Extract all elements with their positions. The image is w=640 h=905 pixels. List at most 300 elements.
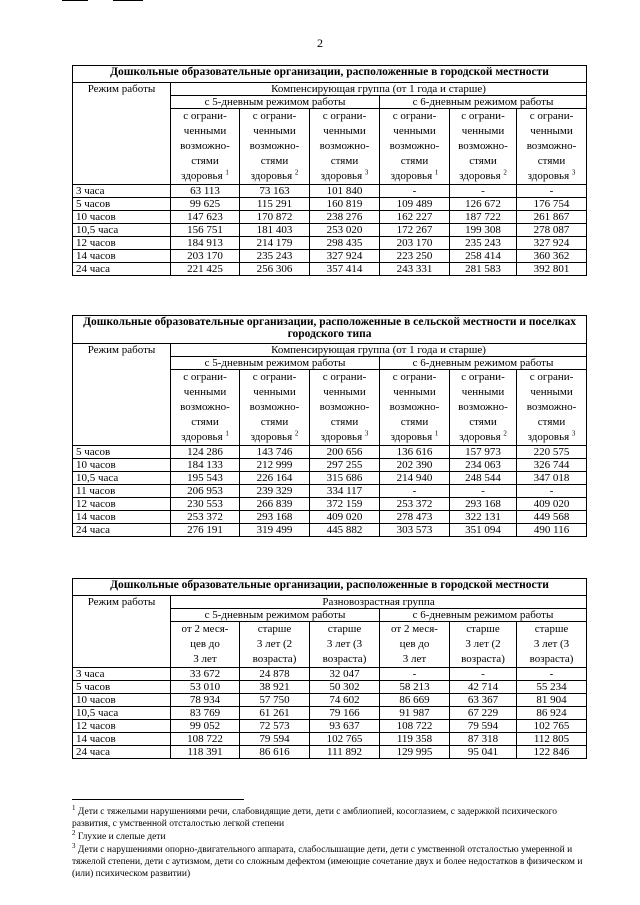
subheader-line: 3 лет [402, 653, 427, 665]
subgroup-header: с 6-дневным режимом работы [380, 609, 587, 622]
group-header: Компенсирующая группа (от 1 года и старше) [171, 344, 587, 357]
footnote-ref: 2 [503, 168, 507, 177]
table-title: Дошкольные образовательные организации, расположенные в сельской местности и поселках городского типа [73, 316, 587, 344]
top-edge-mark [113, 0, 143, 1]
table-row [73, 250, 587, 263]
subheader-line: ченными [183, 125, 227, 137]
subheader-line: возможно- [249, 401, 300, 413]
cell-value: 74 602 [310, 694, 380, 707]
cell-value: 199 308 [450, 224, 517, 237]
cell-value: - [380, 485, 450, 498]
subheader-line: стями [260, 416, 289, 428]
cell-value: 253 020 [310, 224, 380, 237]
cell-value: 372 159 [310, 498, 380, 511]
cell-value: 33 672 [171, 668, 240, 681]
cell-value: 162 227 [380, 211, 450, 224]
footnote [72, 803, 592, 830]
subheader-line: возможно- [389, 140, 440, 152]
table-row [73, 198, 587, 211]
subheader-line: с ограни- [529, 110, 574, 122]
footnote-ref: 3 [364, 429, 369, 438]
column-subheader [517, 109, 587, 185]
row-label: 14 часов [73, 733, 171, 746]
row-label: 11 часов [73, 485, 171, 498]
subheader-line: здоровья [459, 431, 501, 443]
footnote-mark: 2 [72, 828, 76, 837]
cell-value: 79 594 [240, 733, 310, 746]
cell-value: - [450, 485, 517, 498]
cell-value: 73 163 [240, 185, 310, 198]
subheader-line: 3 лет (2 [465, 638, 501, 650]
group-header: Компенсирующая группа (от 1 года и старше) [171, 83, 587, 96]
cell-value: 409 020 [310, 511, 380, 524]
subheader-line: ченными [461, 125, 505, 137]
footnote-mark: 1 [72, 803, 76, 812]
cell-value: 409 020 [517, 498, 587, 511]
cell-value: 67 229 [450, 707, 517, 720]
row-label: 10,5 часа [73, 472, 171, 485]
cell-value: 392 801 [517, 263, 587, 276]
cell-value: 42 714 [450, 681, 517, 694]
cell-value: 238 276 [310, 211, 380, 224]
row-label: 5 часов [73, 446, 171, 459]
cell-value: 50 302 [310, 681, 380, 694]
cell-value: 86 669 [380, 694, 450, 707]
subheader-line: возможно- [249, 140, 300, 152]
cell-value: 79 594 [450, 720, 517, 733]
cell-value: 248 544 [450, 472, 517, 485]
cell-value: 243 331 [380, 263, 450, 276]
subheader-line: с ограни- [322, 110, 367, 122]
table-row [73, 224, 587, 237]
subheader-line: возможно- [180, 401, 230, 413]
cell-value: - [517, 668, 587, 681]
cell-value: 202 390 [380, 459, 450, 472]
cell-value: 156 751 [171, 224, 240, 237]
cell-value: 327 924 [310, 250, 380, 263]
subheader-line: возможно- [458, 401, 508, 413]
row-label: 24 часа [73, 524, 171, 537]
cell-value: 172 267 [380, 224, 450, 237]
subheader-line: старше [257, 623, 292, 635]
cell-value: 449 568 [517, 511, 587, 524]
cell-value: 95 041 [450, 746, 517, 759]
subheader-line: ченными [323, 125, 366, 137]
subheader-line: с ограни- [392, 371, 437, 383]
cell-value: 136 616 [380, 446, 450, 459]
column-subheader [450, 622, 517, 668]
cell-value: 278 087 [517, 224, 587, 237]
subheader-line: стями [400, 416, 429, 428]
subheader-line: с ограни- [183, 371, 227, 383]
subheader-line: с ограни- [252, 110, 297, 122]
cell-value: 234 063 [450, 459, 517, 472]
cell-value: 58 213 [380, 681, 450, 694]
table-row [73, 185, 587, 198]
column-subheader [450, 109, 517, 185]
table-row [73, 524, 587, 537]
column-subheader [310, 370, 380, 446]
cell-value: 360 362 [517, 250, 587, 263]
column-subheader [240, 622, 310, 668]
subheader-line: возраста) [529, 653, 574, 665]
column-subheader [240, 109, 310, 185]
cell-value: 38 921 [240, 681, 310, 694]
cell-value: 181 403 [240, 224, 310, 237]
cell-value: 32 047 [310, 668, 380, 681]
subheader-line: стями [191, 155, 219, 167]
footnote-ref: 2 [503, 429, 507, 438]
subgroup-header: с 6-дневным режимом работы [380, 357, 587, 370]
cell-value: 108 722 [171, 733, 240, 746]
table-row [73, 511, 587, 524]
row-label: 14 часов [73, 250, 171, 263]
subheader-line: здоровья [250, 170, 293, 182]
col-header-mode: Режим работы [73, 596, 171, 668]
subheader-line: ченными [530, 125, 573, 137]
row-label: 10 часов [73, 211, 171, 224]
table-urban-compensating [72, 65, 587, 276]
subheader-line: возможно- [389, 401, 440, 413]
cell-value: - [380, 185, 450, 198]
footnote-separator [72, 799, 244, 800]
cell-value: 327 924 [517, 237, 587, 250]
cell-value: 334 117 [310, 485, 380, 498]
table-row [73, 681, 587, 694]
table-row [73, 485, 587, 498]
column-subheader [171, 370, 240, 446]
subheader-line: здоровья [390, 431, 433, 443]
subheader-line: здоровья [320, 170, 363, 182]
column-subheader [380, 370, 450, 446]
footnote-text: Дети с нарушениями опорно-двигательного аппарата, слабослышащие дети, дети с умственной отсталостью умеренной и тяжелой степени, дети с аутизмом, дети со сложным дефектом (имеющие сочетание двух и более недостатков в физическом и (или) психическом развитии) [72, 845, 583, 879]
table-row [73, 263, 587, 276]
cell-value: 124 286 [171, 446, 240, 459]
table-urban-mixed-age [72, 578, 587, 759]
subheader-line: с ограни- [461, 371, 505, 383]
subheader-line: ченными [393, 386, 436, 398]
cell-value: 258 414 [450, 250, 517, 263]
cell-value: 298 435 [310, 237, 380, 250]
cell-value: 93 637 [310, 720, 380, 733]
cell-value: 129 995 [380, 746, 450, 759]
cell-value: 57 750 [240, 694, 310, 707]
row-label: 12 часов [73, 237, 171, 250]
subheader-line: ченными [253, 386, 296, 398]
group-header: Разновозрастная группа [171, 596, 587, 609]
subheader-line: с ограни- [392, 110, 437, 122]
cell-value: 278 473 [380, 511, 450, 524]
cell-value: 315 686 [310, 472, 380, 485]
row-label: 3 часа [73, 185, 171, 198]
footnote-ref: 3 [571, 429, 576, 438]
cell-value: 230 553 [171, 498, 240, 511]
row-label: 3 часа [73, 668, 171, 681]
subheader-line: здоровья [320, 431, 363, 443]
cell-value: 212 999 [240, 459, 310, 472]
cell-value: 160 819 [310, 198, 380, 211]
cell-value: 102 765 [310, 733, 380, 746]
column-subheader [380, 109, 450, 185]
table-row [73, 498, 587, 511]
footnote-ref: 3 [364, 168, 369, 177]
table-title: Дошкольные образовательные организации, расположенные в городской местности [73, 579, 587, 596]
table-rural-compensating [72, 315, 587, 537]
column-subheader [171, 109, 240, 185]
cell-value: 111 892 [310, 746, 380, 759]
cell-value: 357 414 [310, 263, 380, 276]
subheader-line: 3 лет [193, 653, 217, 665]
cell-value: 203 170 [380, 237, 450, 250]
cell-value: 112 805 [517, 733, 587, 746]
cell-value: 200 656 [310, 446, 380, 459]
row-label: 5 часов [73, 198, 171, 211]
footnote-text: Дети с тяжелыми нарушениями речи, слабовидящие дети, дети с амблиопией, косоглазием, с задержкой психического развития, с умственной отсталостью легкой степени [72, 807, 558, 829]
subheader-line: возможно- [526, 401, 577, 413]
subheader-line: старше [534, 623, 569, 635]
table-title: Дошкольные образовательные организации, расположенные в городской местности [73, 66, 587, 83]
cell-value: 118 391 [171, 746, 240, 759]
table-row [73, 707, 587, 720]
cell-value: 109 489 [380, 198, 450, 211]
cell-value: 319 499 [240, 524, 310, 537]
cell-value: 276 191 [171, 524, 240, 537]
cell-value: 63 367 [450, 694, 517, 707]
subheader-line: стями [537, 155, 566, 167]
cell-value: 351 094 [450, 524, 517, 537]
table-row [73, 211, 587, 224]
column-subheader [310, 109, 380, 185]
subheader-line: стями [537, 416, 566, 428]
cell-value: 223 250 [380, 250, 450, 263]
cell-value: 303 573 [380, 524, 450, 537]
column-subheader [240, 370, 310, 446]
subheader-line: ченными [393, 125, 436, 137]
cell-value: - [517, 185, 587, 198]
subheader-line: старше [327, 623, 362, 635]
column-subheader [380, 622, 450, 668]
footnote-ref: 1 [434, 429, 439, 438]
cell-value: 256 306 [240, 263, 310, 276]
cell-value: 24 878 [240, 668, 310, 681]
footnote-text: Глухие и слепые дети [77, 832, 166, 842]
cell-value: 490 116 [517, 524, 587, 537]
cell-value: 115 291 [240, 198, 310, 211]
table-row [73, 459, 587, 472]
table-row [73, 733, 587, 746]
cell-value: - [380, 668, 450, 681]
subheader-line: ченными [183, 386, 227, 398]
cell-value: 147 623 [171, 211, 240, 224]
cell-value: 86 924 [517, 707, 587, 720]
footnote-ref: 1 [225, 429, 229, 438]
cell-value: 235 243 [450, 237, 517, 250]
subheader-line: от 2 меся- [391, 623, 438, 635]
cell-value: 214 940 [380, 472, 450, 485]
subheader-line: цев до [399, 638, 430, 650]
subheader-line: возможно- [180, 140, 230, 152]
footnote-ref: 2 [294, 429, 299, 438]
cell-value: 102 765 [517, 720, 587, 733]
cell-value: 226 164 [240, 472, 310, 485]
table-row [73, 237, 587, 250]
subheader-line: здоровья [390, 170, 433, 182]
subheader-line: 3 лет (2 [256, 638, 293, 650]
footnote-ref: 2 [294, 168, 299, 177]
cell-value: 143 746 [240, 446, 310, 459]
cell-value: 83 769 [171, 707, 240, 720]
subheader-line: старше [466, 623, 500, 635]
subheader-line: возраста) [252, 653, 297, 665]
subheader-line: 3 лет (3 [326, 638, 363, 650]
subheader-line: с ограни- [461, 110, 505, 122]
cell-value: 61 261 [240, 707, 310, 720]
cell-value: 157 973 [450, 446, 517, 459]
footnote [72, 841, 592, 880]
cell-value: 184 133 [171, 459, 240, 472]
subheader-line: здоровья [527, 431, 570, 443]
cell-value: 99 052 [171, 720, 240, 733]
subheader-line: стями [469, 155, 497, 167]
column-subheader [171, 622, 240, 668]
footnote-mark: 3 [72, 841, 76, 850]
cell-value: 297 255 [310, 459, 380, 472]
cell-value: 78 934 [171, 694, 240, 707]
cell-value: 322 131 [450, 511, 517, 524]
column-subheader [450, 370, 517, 446]
cell-value: 126 672 [450, 198, 517, 211]
cell-value: 445 882 [310, 524, 380, 537]
subheader-line: стями [260, 155, 289, 167]
subheader-line: здоровья [459, 170, 501, 182]
subheader-line: ченными [323, 386, 366, 398]
subheader-line: возможно- [319, 140, 370, 152]
cell-value: 214 179 [240, 237, 310, 250]
column-subheader [310, 622, 380, 668]
subheader-line: с ограни- [183, 110, 227, 122]
row-label: 10 часов [73, 459, 171, 472]
table-row [73, 720, 587, 733]
row-label: 24 часа [73, 263, 171, 276]
subheader-line: стями [191, 416, 219, 428]
top-edge-mark [62, 0, 88, 1]
cell-value: 91 987 [380, 707, 450, 720]
cell-value: 195 543 [171, 472, 240, 485]
cell-value: 101 840 [310, 185, 380, 198]
subheader-line: стями [469, 416, 497, 428]
cell-value: 203 170 [171, 250, 240, 263]
subheader-line: ченными [461, 386, 505, 398]
table-row [73, 746, 587, 759]
page-number: 2 [317, 36, 323, 50]
row-label: 10,5 часа [73, 707, 171, 720]
cell-value: 79 166 [310, 707, 380, 720]
subheader-line: здоровья [250, 431, 293, 443]
cell-value: 99 625 [171, 198, 240, 211]
subheader-line: возможно- [319, 401, 370, 413]
row-label: 12 часов [73, 498, 171, 511]
row-label: 10,5 часа [73, 224, 171, 237]
cell-value: - [450, 185, 517, 198]
cell-value: 326 744 [517, 459, 587, 472]
footnote-ref: 1 [225, 168, 229, 177]
subheader-line: возраста) [461, 653, 505, 665]
footnote [72, 828, 592, 843]
table-row [73, 446, 587, 459]
column-subheader [517, 370, 587, 446]
subheader-line: стями [330, 416, 359, 428]
subheader-line: стями [400, 155, 429, 167]
subheader-line: с ограни- [322, 371, 367, 383]
cell-value: - [517, 485, 587, 498]
col-header-mode: Режим работы [73, 344, 171, 446]
subgroup-header: с 6-дневным режимом работы [380, 96, 587, 109]
cell-value: 235 243 [240, 250, 310, 263]
cell-value: 87 318 [450, 733, 517, 746]
cell-value: 108 722 [380, 720, 450, 733]
cell-value: 266 839 [240, 498, 310, 511]
col-header-mode: Режим работы [73, 83, 171, 185]
subheader-line: здоровья [527, 170, 570, 182]
cell-value: 239 329 [240, 485, 310, 498]
subgroup-header: с 5-дневным режимом работы [171, 357, 380, 370]
subheader-line: с ограни- [529, 371, 574, 383]
cell-value: 347 018 [517, 472, 587, 485]
cell-value: 81 904 [517, 694, 587, 707]
table-row [73, 472, 587, 485]
cell-value: 253 372 [171, 511, 240, 524]
cell-value: 206 953 [171, 485, 240, 498]
row-label: 14 часов [73, 511, 171, 524]
cell-value: 55 234 [517, 681, 587, 694]
footnote-ref: 1 [434, 168, 439, 177]
subheader-line: от 2 меся- [181, 623, 229, 635]
subgroup-header: с 5-дневным режимом работы [171, 96, 380, 109]
cell-value: 220 575 [517, 446, 587, 459]
cell-value: 53 010 [171, 681, 240, 694]
subheader-line: стями [330, 155, 359, 167]
row-label: 5 часов [73, 681, 171, 694]
cell-value: 261 867 [517, 211, 587, 224]
cell-value: 122 846 [517, 746, 587, 759]
subheader-line: с ограни- [252, 371, 297, 383]
cell-value: 293 168 [450, 498, 517, 511]
cell-value: - [450, 668, 517, 681]
subheader-line: здоровья [181, 431, 223, 443]
subgroup-header: с 5-дневным режимом работы [171, 609, 380, 622]
cell-value: 184 913 [171, 237, 240, 250]
subheader-line: возможно- [526, 140, 577, 152]
cell-value: 281 583 [450, 263, 517, 276]
table-row [73, 694, 587, 707]
footnote-ref: 3 [571, 168, 576, 177]
subheader-line: ченными [530, 386, 573, 398]
cell-value: 293 168 [240, 511, 310, 524]
cell-value: 253 372 [380, 498, 450, 511]
cell-value: 170 872 [240, 211, 310, 224]
cell-value: 221 425 [171, 263, 240, 276]
column-subheader [517, 622, 587, 668]
subheader-line: здоровья [181, 170, 223, 182]
row-label: 10 часов [73, 694, 171, 707]
cell-value: 176 754 [517, 198, 587, 211]
subheader-line: возможно- [458, 140, 508, 152]
cell-value: 187 722 [450, 211, 517, 224]
subheader-line: возраста) [322, 653, 367, 665]
cell-value: 86 616 [240, 746, 310, 759]
subheader-line: цев до [190, 638, 220, 650]
cell-value: 119 358 [380, 733, 450, 746]
